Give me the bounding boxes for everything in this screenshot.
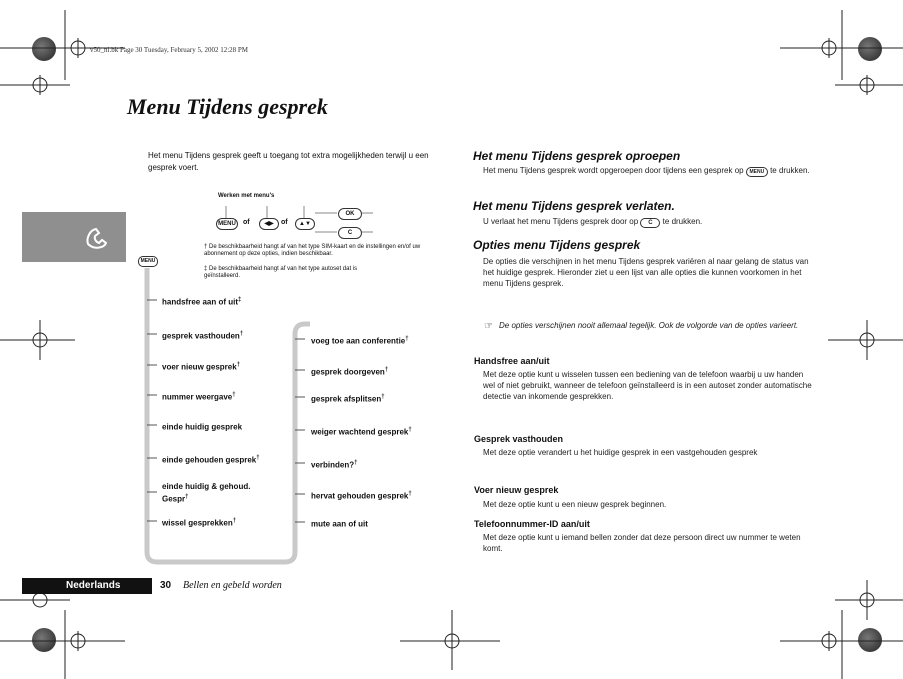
menu-item-hold — [162, 329, 243, 342]
menu-item-reject-waiting — [311, 425, 412, 438]
heading-hold: Gesprek vasthouden — [474, 434, 564, 444]
page-title: Menu Tijdens gesprek — [127, 94, 328, 119]
heading-new-call: Voer nieuw gesprek — [474, 485, 559, 495]
legend-title: Werken met menu's — [218, 193, 275, 199]
menu-item-mark: † — [405, 336, 409, 342]
section-options-title: Opties menu Tijdens gesprek — [473, 238, 641, 252]
legend-right-key: ▲▼ — [295, 218, 315, 230]
legend-c-key: C — [338, 227, 362, 239]
legend-or-2: of — [281, 219, 288, 226]
menu-item-mark: † — [232, 392, 236, 398]
legend-left-key: ◀▶ — [259, 218, 279, 230]
phone-call-icon — [82, 224, 110, 252]
menu-item-label: nummer weergave — [162, 392, 233, 402]
menu-item-label: voer nieuw gesprek — [162, 362, 237, 372]
menu-item-mark: † — [236, 362, 241, 368]
section-exit-text: U verlaat het menu Tijdens gesprek door op — [483, 217, 639, 226]
section-exit-title: Het menu Tijdens gesprek verlaten. — [473, 199, 675, 213]
chapter-tab — [22, 212, 126, 262]
menu-item-label: wissel gesprekken — [162, 518, 233, 528]
menu-item-mark: † — [384, 367, 389, 373]
menu-item-mark: † — [239, 331, 244, 337]
menu-item-label: einde huidig gesprek — [162, 422, 243, 432]
menu-item-mark: † — [408, 491, 412, 497]
menu-item-label: voeg toe aan conferentie — [311, 336, 406, 346]
legend-ok-key: OK — [338, 208, 362, 220]
body-caller-id: Met deze optie kunt u iemand bellen zonder dat deze persoon direct uw nummer te weten komt. — [483, 533, 801, 553]
menu-key-inline: MENU — [746, 167, 768, 177]
section-open-text: Het menu Tijdens gesprek wordt opgeroepen door tijdens een gesprek op — [483, 166, 744, 175]
menu-item-transfer — [311, 365, 388, 378]
menu-item-label: gesprek afsplitsen — [311, 394, 382, 404]
section-exit-tail: te drukken. — [662, 217, 703, 226]
menu-item-split — [311, 392, 385, 405]
menu-item-label: handsfree aan of uit — [162, 297, 239, 307]
menu-item-label: gesprek doorgeven — [311, 367, 385, 377]
heading-handsfree: Handsfree aan/uit — [474, 356, 550, 366]
menu-item-mark: † — [256, 455, 260, 461]
legend-note-1 — [204, 244, 454, 258]
print-header: v50_nl.bk Page 30 Tuesday, February 5, 2002 12:28 PM — [90, 46, 249, 54]
body-hold: Met deze optie verandert u het huidige gesprek in een vastgehouden gesprek — [483, 448, 758, 457]
menu-item-label: einde huidig & gehoud. Gespr — [162, 482, 251, 504]
menu-item-label: gesprek vasthouden — [162, 331, 240, 341]
menu-item-conference — [311, 334, 409, 347]
menu-item-label: hervat gehouden gesprek — [311, 491, 409, 501]
double-dagger-mark: ‡ — [204, 266, 208, 272]
section-open-title: Het menu Tijdens gesprek oproepen — [473, 149, 681, 163]
body-new-call: Met deze optie kunt u een nieuw gesprek beginnen. — [483, 500, 667, 509]
menu-item-end-held — [162, 453, 260, 466]
menu-item-mark: † — [408, 427, 412, 433]
legend-menu-key: MENU — [216, 218, 238, 230]
section-open-body — [483, 165, 813, 177]
menu-item-mark: † — [381, 394, 385, 400]
intro-text: Het menu Tijdens gesprek geeft u toegang tot extra mogelijkheden terwijl u een gesprek voert. — [148, 151, 429, 172]
menu-item-connect — [311, 458, 357, 471]
footer-section: Bellen en gebeld worden — [183, 580, 282, 591]
legend-arrows — [215, 200, 375, 240]
note-icon: ☞ — [484, 321, 493, 332]
body-handsfree: Met deze optie kunt u wisselen tussen een bediening van de telefoon waarbij u uw handen wel of niet gebruikt, wanneer de telefoon geïnstalleerd is in een autoset zonder automatische detectie van inkomende gesprekken. — [483, 370, 812, 401]
dagger-mark: † — [204, 244, 208, 250]
menu-item-label: einde gehouden gesprek — [162, 455, 257, 465]
menu-item-mute — [311, 517, 368, 530]
c-key-inline: C — [640, 218, 660, 228]
menu-item-mark: ‡ — [238, 297, 242, 303]
menu-start-key: MENU — [138, 256, 158, 267]
legend-or-1: of — [243, 219, 250, 226]
menu-item-end-both — [162, 482, 272, 505]
heading-caller-id: Telefoonnummer-ID aan/uit — [474, 519, 590, 529]
page-number: 30 — [160, 580, 172, 591]
options-note: De opties verschijnen nooit allemaal tegelijk. Ook de volgorde van de opties varieert. — [499, 321, 799, 330]
section-open-tail: te drukken. — [770, 166, 810, 175]
menu-item-number-display — [162, 390, 236, 403]
legend-note-1-text: De beschikbaarheid hangt af van het type SIM-kaart en de instellingen en/of uw abonnement op deze opties, indien beschikbaar. — [204, 244, 421, 257]
footer-language: Nederlands — [66, 580, 121, 591]
section-exit-body — [483, 216, 813, 228]
menu-item-label: weiger wachtend gesprek — [311, 427, 409, 437]
menu-item-mark: † — [185, 494, 189, 500]
menu-item-label: mute aan of uit — [311, 519, 368, 529]
menu-item-resume-held — [311, 489, 412, 502]
section-options-body: De opties die verschijnen in het menu Tijdens gesprek variëren al naar gelang de status van het huidige gesprek. Hieronder ziet u een lijst van alle opties die kunnen voorkomen in het menu Tijdens gesprek. — [483, 257, 809, 288]
menu-item-mark: † — [354, 460, 358, 466]
menu-item-new-call — [162, 360, 240, 373]
menu-item-label: verbinden? — [311, 460, 355, 470]
menu-item-end-current — [162, 420, 242, 433]
legend-note-2-text: De beschikbaarheid hangt af van het type autoset dat is geïnstalleerd. — [204, 266, 358, 279]
menu-item-mark: † — [232, 518, 237, 524]
menu-item-handsfree — [162, 295, 241, 308]
menu-item-swap — [162, 516, 236, 529]
